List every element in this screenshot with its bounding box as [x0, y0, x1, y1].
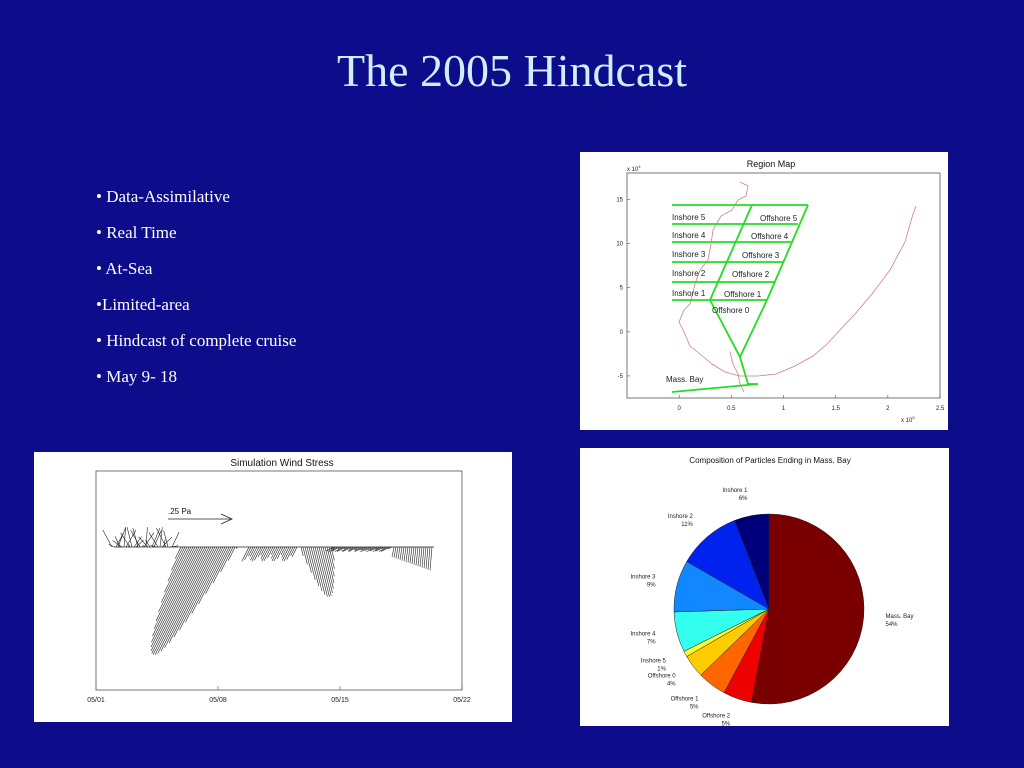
y-tick-label: 10 [616, 241, 623, 248]
wind-vector [252, 547, 259, 561]
bullet-item: • Real Time [96, 223, 177, 242]
pie-slice-label: Inshore 3 [630, 574, 656, 581]
wind-vector [430, 547, 432, 570]
wind-stress-figure [34, 452, 512, 722]
wind-vector [400, 547, 402, 560]
x-tick-label: 2 [886, 406, 890, 412]
x-tick-label: 05/15 [331, 697, 349, 704]
slide-title: The 2005 Hindcast [336, 45, 688, 96]
wind-vector [398, 547, 400, 559]
wind-vector [301, 547, 303, 556]
wind-stress-title: Simulation Wind Stress [230, 458, 334, 469]
pie-slice-percent: 1% [657, 666, 666, 673]
wind-vector [146, 527, 147, 547]
pie-slice-label: Offshore 2 [702, 713, 731, 720]
pie-slice-percent: 6% [738, 495, 748, 502]
wind-vector [264, 547, 271, 561]
region-label: Inshore 5 [672, 213, 706, 222]
wind-vector [323, 547, 333, 589]
wind-vector [172, 532, 179, 547]
wind-vector [228, 547, 235, 561]
pie-chart-figure [580, 448, 949, 726]
wind-vector [271, 547, 275, 555]
pie-slice-percent: 5% [721, 721, 731, 726]
wind-vector [153, 547, 207, 655]
wind-vector [281, 547, 285, 555]
wind-vector [303, 547, 307, 565]
wind-vector [315, 547, 327, 597]
wind-vector [185, 547, 223, 622]
wind-vector [428, 547, 430, 570]
wind-vector [151, 547, 199, 642]
region-label: Offshore 1 [724, 290, 762, 299]
pie-slice-percent: 54% [885, 621, 898, 628]
y-tick-label: 15 [616, 197, 623, 204]
wind-vector [248, 547, 253, 556]
wind-vector [155, 547, 209, 655]
wind-vector [426, 547, 428, 569]
x-tick-label: 1.5 [831, 406, 840, 412]
wind-vector [325, 547, 334, 583]
bullet-item: • Hindcast of complete cruise [96, 331, 297, 350]
wind-vector [152, 547, 205, 653]
region-label: Offshore 4 [751, 232, 789, 241]
region-map-svg [580, 152, 948, 430]
wind-vector [412, 547, 414, 564]
x-tick-label: 2.5 [935, 406, 945, 412]
wind-vector [192, 547, 225, 614]
region-label: Inshore 2 [672, 269, 706, 278]
wind-vector [422, 547, 424, 568]
wind-vector [165, 547, 215, 648]
wind-vector [272, 547, 279, 561]
wind-vector [404, 547, 406, 561]
wind-vector [420, 547, 422, 567]
region-label: Offshore 5 [760, 214, 798, 223]
pie-slice-percent: 7% [646, 639, 656, 646]
wind-vector [158, 547, 211, 654]
wind-vector [392, 547, 394, 557]
wind-vector [418, 547, 420, 566]
pie-chart-title: Composition of Particles Ending in Mass. Bay [689, 456, 851, 465]
x-tick-label: 05/22 [453, 697, 471, 704]
wind-vector [309, 547, 319, 586]
wind-vector [396, 547, 398, 558]
region-map-figure [580, 152, 948, 430]
wind-vector [291, 547, 295, 556]
wind-vector [144, 533, 154, 547]
region-label: Offshore 2 [732, 270, 770, 279]
pie-slice-percent: 9% [646, 582, 656, 589]
wind-vector [109, 544, 114, 547]
region-label: Inshore 1 [672, 289, 706, 298]
bullet-item: • At-Sea [96, 259, 153, 278]
y-axis-multiplier: x $10^4$ [627, 164, 641, 173]
wind-vector [402, 547, 404, 561]
y-tick-label: 5 [619, 285, 623, 292]
pie-slice-label: Inshore 5 [640, 658, 666, 665]
wind-vector [327, 547, 334, 576]
bullet-item: • May 9- 18 [96, 367, 178, 386]
scale-label: .25 Pa [168, 507, 192, 516]
wind-vector [221, 547, 233, 572]
wind-vector [179, 547, 221, 630]
wind-vector [406, 547, 408, 562]
wind-vector [284, 547, 291, 561]
wind-vector [126, 530, 136, 547]
y-tick-label: 0 [619, 329, 623, 336]
wind-vector [408, 547, 410, 563]
wind-vector [282, 547, 289, 561]
region-label: Inshore 4 [672, 231, 706, 240]
pie-slice-label: Offshore 0 [647, 673, 676, 680]
bullet-item: • Data-Assimilative [96, 187, 230, 206]
pie-slice-label: Inshore 2 [667, 514, 693, 521]
bullet-list [96, 186, 296, 402]
x-axis-multiplier: x $10^5$ [901, 415, 915, 424]
wind-vector [154, 547, 195, 629]
region-label: Offshore 3 [742, 251, 780, 260]
wind-vector [149, 532, 158, 547]
pie-slice-percent: 11% [681, 522, 693, 529]
x-tick-label: 1 [781, 406, 786, 412]
wind-vector [416, 547, 418, 565]
y-tick-label: -5 [617, 373, 623, 380]
coastline [679, 182, 916, 376]
region-label: Mass. Bay [666, 375, 704, 384]
wind-vector [424, 547, 426, 568]
wind-stress-svg [34, 452, 512, 722]
pie-slice-percent: 4% [666, 681, 676, 688]
wind-vector [151, 547, 201, 647]
wind-vector [261, 547, 265, 556]
wind-vector [131, 530, 140, 547]
pie-slice-label: Inshore 1 [722, 487, 748, 494]
wind-axes-frame [96, 471, 462, 690]
wind-vector [242, 547, 249, 561]
wind-vector [414, 547, 416, 565]
bullet-item: •Limited-area [96, 295, 190, 314]
wind-vector [152, 547, 197, 636]
wind-vector [410, 547, 412, 563]
x-tick-label: 0 [677, 406, 681, 412]
region-map-title: Region Map [746, 159, 796, 169]
pie-slice-label: Inshore 4 [630, 631, 656, 638]
wind-vector [262, 547, 269, 561]
wind-vector [317, 547, 329, 597]
wind-vector [250, 547, 255, 557]
x-tick-label: 0.5 [727, 406, 736, 412]
wind-vector [103, 530, 112, 547]
map-axes-frame [627, 173, 940, 398]
region-label: Inshore 3 [672, 250, 706, 259]
wind-vector [394, 547, 396, 558]
region-label: Offshore 0 [712, 306, 750, 315]
pie-slice-label: Mass. Bay [885, 613, 914, 620]
wind-vector [158, 547, 191, 612]
pie-slice-percent: 5% [689, 704, 699, 711]
x-tick-label: 05/08 [209, 697, 227, 704]
wind-vector [169, 547, 217, 643]
wind-vector [274, 547, 281, 561]
pie-slice-label: Offshore 1 [670, 696, 699, 703]
pie-chart-svg [580, 448, 949, 726]
x-tick-label: 05/01 [87, 697, 105, 704]
